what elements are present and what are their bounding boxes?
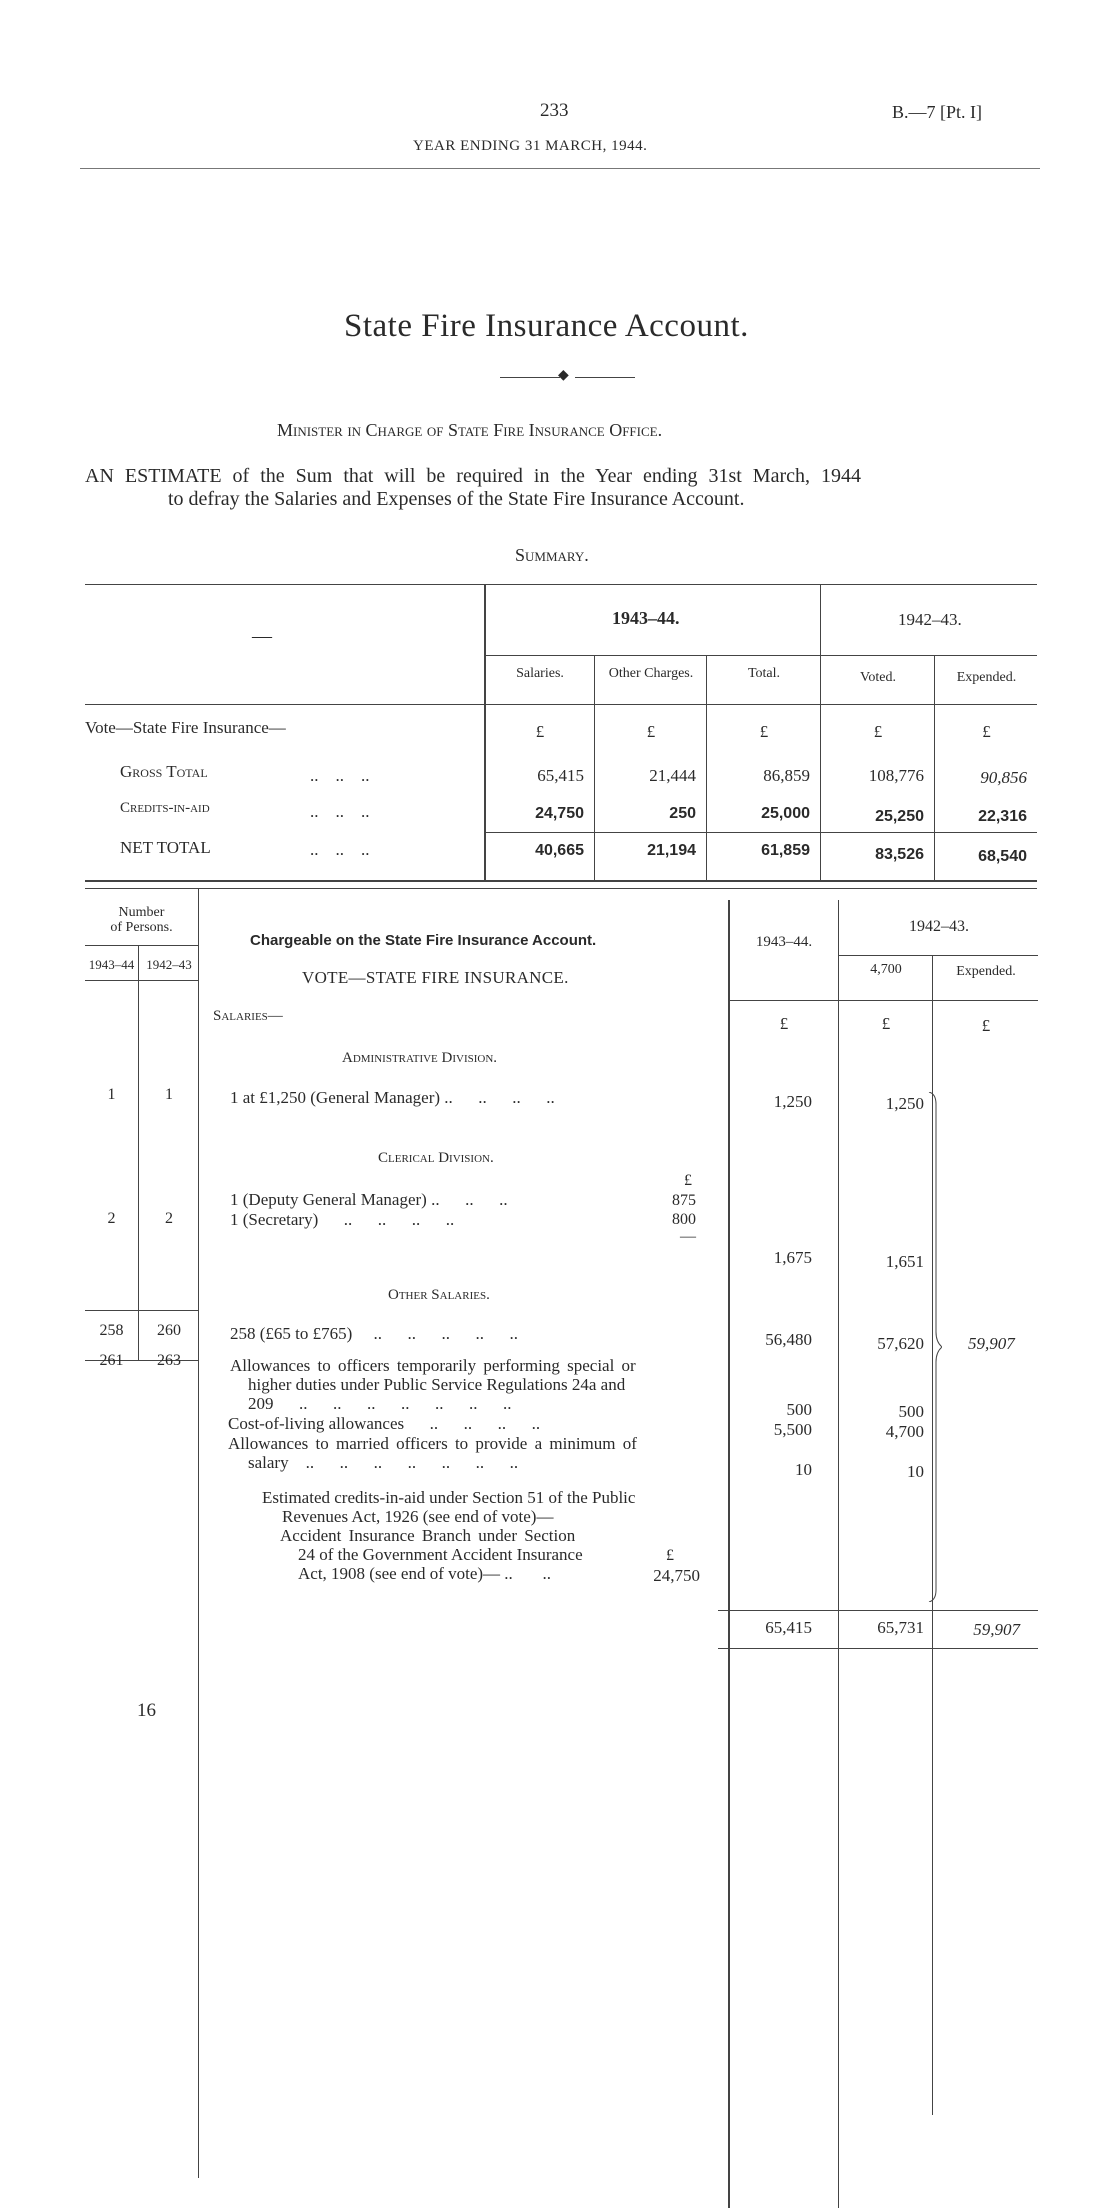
- detail-clerical-amount: 1,675: [773, 1248, 812, 1267]
- detail-total-n1: 261: [99, 1352, 124, 1369]
- detail-other-n1: 258: [99, 1322, 124, 1339]
- detail-header-rule: [728, 1000, 1038, 1001]
- summary-gross-label: Gross Total: [120, 762, 208, 781]
- summary-top-rule: [85, 584, 1037, 585]
- estimate-line-1: AN ESTIMATE of the Sum that will be required in the Year ending 31st March, 1944: [85, 465, 862, 487]
- detail-admin-item: 1 at £1,250 (General Manager) .. .. .. ..: [230, 1088, 555, 1107]
- ornament-diamond: ◆: [558, 368, 569, 383]
- detail-total-voted: 65,731: [877, 1618, 924, 1637]
- detail-allowance-1-amount: 500: [786, 1400, 812, 1419]
- summary-gross-expended: 90,856: [980, 768, 1027, 787]
- detail-persons-inner: [138, 945, 139, 1360]
- detail-clerical-n1: 2: [107, 1210, 116, 1227]
- summary-bottom-rule: [85, 880, 1037, 882]
- summary-gross-other: 21,444: [649, 766, 696, 785]
- summary-credits-expended: 22,316: [978, 808, 1027, 825]
- detail-voted-sep: [838, 900, 839, 2208]
- detail-cost-of-living: Cost-of-living allowances .. .. .. ..: [228, 1414, 541, 1433]
- detail-admin-n2: 1: [165, 1086, 173, 1103]
- summary-col-salaries: Salaries.: [516, 666, 564, 681]
- detail-cost-of-living-voted: 4,700: [885, 1422, 924, 1441]
- detail-admin-amount: 1,250: [773, 1092, 812, 1111]
- summary-pound-salaries: £: [535, 722, 545, 741]
- summary-gross-salaries: 65,415: [537, 766, 584, 785]
- detail-admin-division: Administrative Division.: [342, 1050, 498, 1066]
- summary-header-rule: [85, 704, 1037, 705]
- summary-divider-years: [820, 584, 821, 880]
- detail-clerical-value-2: 800: [672, 1211, 696, 1228]
- summary-col-sep-3: [934, 655, 935, 880]
- summary-pound-expended: £: [982, 722, 991, 741]
- detail-total-amount: 65,415: [765, 1618, 812, 1637]
- summary-col-sep-2: [706, 655, 707, 880]
- detail-estimated-d: 24 of the Government Accident Insurance: [298, 1545, 583, 1564]
- summary-credits-other: 250: [669, 805, 696, 822]
- detail-other-salaries: Other Salaries.: [388, 1287, 490, 1303]
- summary-pound-total: £: [759, 722, 769, 741]
- detail-allowance-1-voted: 500: [898, 1402, 924, 1421]
- detail-col-1943: 1943–44.: [755, 934, 813, 950]
- detail-persons-year-a: 1943–44: [88, 957, 135, 972]
- detail-total-expended: 59,907: [973, 1620, 1020, 1639]
- expended-brace: [928, 1092, 938, 1602]
- detail-allowance-2-b: salary .. .. .. .. .. .. ..: [248, 1453, 519, 1472]
- detail-other-n2: 260: [157, 1322, 181, 1339]
- summary-net-other: 21,194: [647, 842, 696, 859]
- detail-total-n2: 263: [157, 1352, 181, 1369]
- footer-mark: 16: [137, 1700, 156, 1721]
- year-line: YEAR ENDING 31 MARCH, 1944.: [413, 138, 648, 154]
- detail-pound-1943: £: [779, 1014, 789, 1033]
- detail-total-top-rule: [718, 1610, 1038, 1611]
- detail-persons-year-b: 1942–43: [146, 957, 192, 972]
- summary-credits-salaries: 24,750: [535, 805, 584, 822]
- detail-estimated-value: 24,750: [653, 1566, 700, 1585]
- detail-total-bottom-rule: [718, 1648, 1038, 1649]
- summary-net-expended: 68,540: [978, 848, 1027, 865]
- detail-allowance-2-a: Allowances to married officers to provide a minimum of: [228, 1434, 637, 1453]
- summary-col-voted: Voted.: [860, 670, 896, 685]
- minister-line: Minister in Charge of State Fire Insurance Office.: [277, 420, 663, 440]
- summary-col-sep-1: [594, 655, 595, 880]
- detail-persons-label-1: Number: [118, 905, 165, 920]
- summary-col-total: Total.: [747, 666, 781, 681]
- detail-clerical-item-1: 1 (Deputy General Manager) .. .. ..: [230, 1190, 508, 1209]
- summary-credits-label: Credits-in-aid: [120, 800, 210, 816]
- summary-net-salaries: 40,665: [535, 842, 584, 859]
- detail-persons-sep: [198, 888, 199, 2178]
- detail-expended-bracketed: 59,907: [968, 1334, 1015, 1353]
- summary-credits-dots: .. .. ..: [310, 802, 370, 821]
- page-title: State Fire Insurance Account.: [344, 308, 749, 344]
- detail-admin-n1: 1: [107, 1086, 116, 1103]
- summary-net-dots: .. .. ..: [310, 840, 370, 859]
- summary-gross-total: 86,859: [763, 766, 810, 785]
- detail-top-rule: [85, 888, 1037, 889]
- summary-credits-total: 25,000: [761, 805, 810, 822]
- summary-subheader-rule: [486, 655, 1037, 656]
- ornament-right: [575, 377, 635, 378]
- summary-net-total: 61,859: [761, 842, 810, 859]
- detail-allowance-1-a: Allowances to officers temporarily performing special or: [230, 1356, 636, 1375]
- detail-estimated-e: Act, 1908 (see end of vote)— .. ..: [298, 1564, 552, 1583]
- detail-estimated-a: Estimated credits-in-aid under Section 51 of the Public: [262, 1488, 636, 1507]
- detail-allowance-1-c: 209 .. .. .. .. .. .. ..: [248, 1394, 512, 1413]
- detail-vote-title: VOTE—STATE FIRE INSURANCE.: [302, 968, 569, 987]
- summary-pound-other: £: [646, 722, 656, 741]
- page-number: 233: [540, 100, 569, 121]
- detail-other-amount: 56,480: [765, 1330, 812, 1349]
- summary-net-label: NET TOTAL: [120, 838, 211, 857]
- detail-cost-of-living-amount: 5,500: [773, 1420, 812, 1439]
- detail-other-item: 258 (£65 to £765) .. .. .. .. ..: [230, 1324, 519, 1343]
- detail-allowance-2-amount: 10: [795, 1460, 812, 1479]
- detail-clerical-value-1: 875: [672, 1192, 696, 1209]
- summary-year-current: 1943–44.: [612, 608, 680, 628]
- detail-other-voted: 57,620: [877, 1334, 924, 1353]
- summary-gross-voted: 108,776: [868, 766, 924, 785]
- summary-net-voted: 83,526: [875, 846, 924, 863]
- detail-col-voted: 4,700: [870, 962, 902, 977]
- detail-clerical-item-2: 1 (Secretary) .. .. .. ..: [230, 1210, 455, 1229]
- detail-persons-total-rule: [85, 1310, 198, 1311]
- summary-net-rule: [486, 832, 1037, 833]
- summary-dash: —: [252, 625, 272, 647]
- summary-pound-voted: £: [873, 722, 883, 741]
- detail-prev-year-rule: [838, 955, 1038, 956]
- summary-vote-label: Vote—State Fire Insurance—: [85, 718, 286, 737]
- detail-clerical-division: Clerical Division.: [378, 1150, 494, 1166]
- summary-col-expended: Expended.: [956, 670, 1017, 685]
- detail-col-1942: 1942–43.: [909, 918, 969, 935]
- detail-estimated-pound: £: [666, 1547, 674, 1564]
- summary-gross-dots: .. .. ..: [310, 766, 370, 785]
- summary-col-other: Other Charges.: [608, 666, 694, 681]
- document-reference: B.—7 [Pt. I]: [892, 102, 982, 122]
- summary-year-prev: 1942–43.: [898, 610, 962, 629]
- detail-salaries-label: Salaries—: [213, 1008, 283, 1024]
- detail-allowance-1-b: higher duties under Public Service Regulations 24a and: [248, 1375, 626, 1394]
- detail-clerical-n2: 2: [165, 1210, 173, 1227]
- detail-clerical-voted: 1,651: [885, 1252, 924, 1271]
- detail-clerical-dash: —: [680, 1228, 696, 1245]
- detail-persons-rule: [85, 945, 198, 946]
- detail-col-expended: Expended.: [956, 964, 1016, 979]
- estimate-line-2: to defray the Salaries and Expenses of the State Fire Insurance Account.: [168, 488, 745, 510]
- detail-estimated-b: Revenues Act, 1926 (see end of vote)—: [282, 1507, 554, 1526]
- detail-pound-voted: £: [881, 1014, 891, 1033]
- detail-pound-expended: £: [981, 1016, 991, 1035]
- header-rule: [80, 168, 1040, 169]
- summary-heading: Summary.: [515, 545, 589, 565]
- detail-persons-year-rule: [85, 980, 198, 981]
- detail-allowance-2-voted: 10: [907, 1462, 924, 1481]
- detail-chargeable-title: Chargeable on the State Fire Insurance Account.: [250, 932, 597, 949]
- detail-admin-voted: 1,250: [885, 1094, 924, 1113]
- detail-clerical-pound: £: [684, 1172, 692, 1189]
- detail-persons-label-2: of Persons.: [110, 920, 173, 935]
- summary-credits-voted: 25,250: [875, 808, 924, 825]
- ornament-left: [500, 377, 560, 378]
- detail-estimated-c: Accident Insurance Branch under Section: [280, 1526, 576, 1545]
